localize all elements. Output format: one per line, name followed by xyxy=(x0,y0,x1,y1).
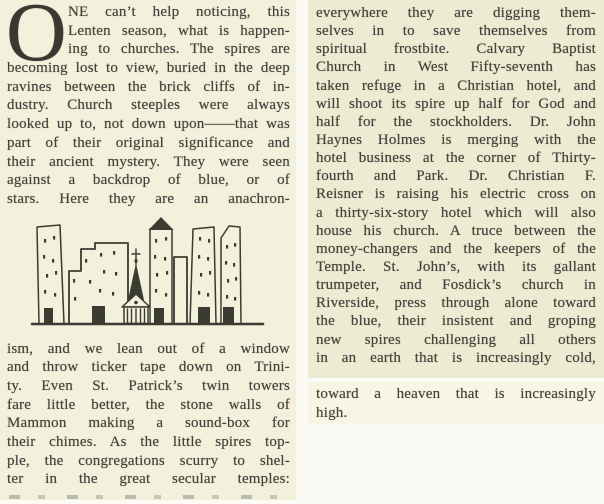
text-line: ravines between the brick cliffs of in- xyxy=(7,78,290,95)
text-line: money-changers and the keepers of the xyxy=(316,240,596,257)
text-line: hotel business at the corner of Thirty- xyxy=(316,150,596,167)
text-line: ter in the great secular temples: xyxy=(7,471,290,488)
text-line: becoming lost to view, buried in the deep xyxy=(7,60,290,77)
text-line: their ancient mystery. They were seen xyxy=(7,153,290,170)
text-line: Riverside, press through alone toward xyxy=(316,295,596,312)
text-line: selves in to save themselves from xyxy=(316,23,596,40)
text-line: ism, and we lean out of a window xyxy=(7,340,290,357)
low-building xyxy=(174,257,187,324)
text-line: against a backdrop of blue, or of xyxy=(7,172,290,189)
text-line: ty. Even St. Patrick’s twin towers xyxy=(7,377,290,394)
text-line: NE can’t help noticing, this xyxy=(68,4,290,20)
cityscape-illustration xyxy=(26,213,266,331)
building-windows xyxy=(73,251,117,301)
text-line: Church in West Fifty-seventh has xyxy=(316,59,596,76)
clipped-text-line xyxy=(9,495,286,499)
church-pediment xyxy=(122,294,150,307)
text-line: fare little better, the stone walls of xyxy=(7,396,290,413)
text-line: ple, the congregations scurry to shel- xyxy=(7,452,290,469)
text-line: the blue, their insistent and groping xyxy=(316,313,596,330)
text-line: dustry. Church steeples were always xyxy=(7,97,290,114)
doorway xyxy=(44,308,53,324)
text-line: Reisner is raising his electric cross on xyxy=(316,186,596,203)
spire-finial xyxy=(134,259,137,262)
text-line: part of their original significance and xyxy=(7,134,290,151)
left-text-block-2 xyxy=(0,340,296,490)
text-line: new spires challenging all others xyxy=(316,331,596,348)
right-column xyxy=(308,0,604,504)
text-line: stars. Here they are an anachron- xyxy=(7,190,290,207)
text-line: Lenten season, what is happen- xyxy=(68,22,290,39)
text-line: Mammon making a sound-box for xyxy=(7,415,290,432)
text-line: a thirty-six-story hotel which will also xyxy=(316,204,596,221)
text-line: Haynes Holmes is merging with the xyxy=(316,131,596,148)
text-line: ing to churches. The spires are xyxy=(68,41,290,58)
doorway xyxy=(223,307,234,324)
left-column xyxy=(0,0,296,500)
doorway xyxy=(198,307,210,324)
drop-cap: O xyxy=(6,0,67,79)
text-line: Temple. St. John’s, with its gallant xyxy=(316,258,596,275)
text-line: will shoot its spire up half for God and xyxy=(316,95,596,112)
cityscape-drawing xyxy=(26,213,266,331)
text-line: spiritual frostbite. Calvary Baptist xyxy=(316,41,596,58)
doorway xyxy=(154,308,164,324)
opening-paragraph xyxy=(0,0,296,209)
text-line: half for the stockholders. Dr. John xyxy=(316,113,596,130)
text-line: house his church. A truce between the xyxy=(316,222,596,239)
text-line: and throw ticker tape down on Trini- xyxy=(7,359,290,376)
doorway xyxy=(92,306,105,324)
text-line: their chimes. As the little spires top- xyxy=(7,434,290,450)
text-line: taken refuge in a Christian hotel, and xyxy=(316,77,596,94)
text-line: everywhere they are digging them- xyxy=(316,5,596,21)
text-line: looked up to, not down upon——that was xyxy=(7,116,290,133)
text-line: toward a heaven that is increasingly xyxy=(316,385,596,402)
church xyxy=(122,249,150,324)
pyramid-roof xyxy=(149,217,174,230)
text-line: trumpeter, and Fosdick’s church in xyxy=(316,277,596,294)
pediment-window xyxy=(134,300,138,304)
text-line: high. xyxy=(316,404,348,421)
text-line: in an earth that is increasingly cold, xyxy=(316,349,596,366)
right-text-block-1 xyxy=(308,0,604,378)
right-text-block-2 xyxy=(308,382,604,424)
text-line: fourth and Park. Dr. Christian F. xyxy=(316,168,596,185)
